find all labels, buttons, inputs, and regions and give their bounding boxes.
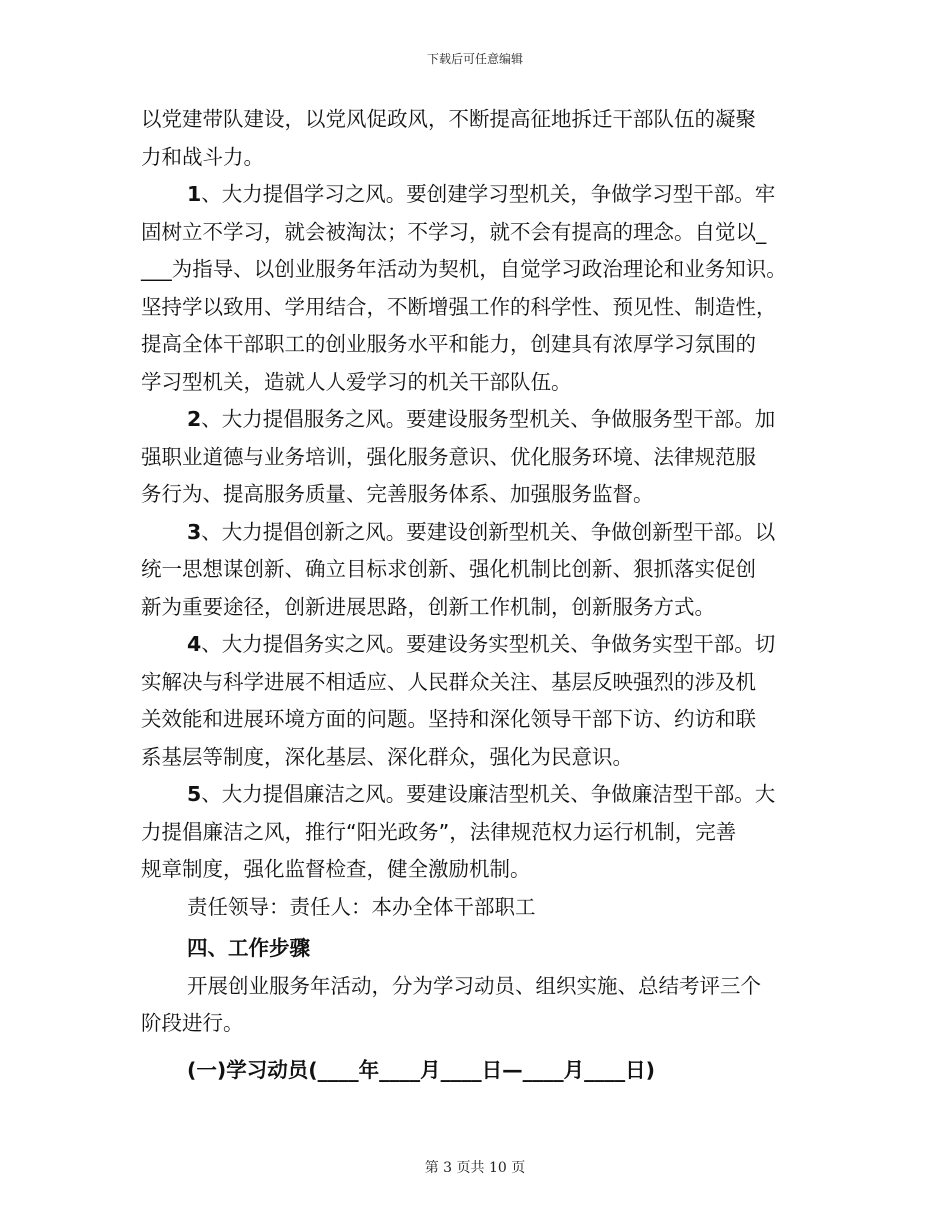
paragraph-item-5 xyxy=(141,776,821,889)
item-number: 2 xyxy=(187,407,202,431)
item-text: 、大力提倡务实之风。要建设务实型机关、争做务实型干部。切 实解决与科学进展不相适应、人民群众关注、基层反映强烈的涉及机 关效能和进展环境方面的问题。坚持和深化领导干部下访、约访和联 系基层等制度，深化基层、深化群众，强化为民意识。 xyxy=(141,632,776,769)
paragraph-intro: 以党建带队建设，以党风促政风，不断提高征地拆迁干部队伍的凝聚 力和战斗力。 xyxy=(141,107,756,169)
item-text: 、大力提倡学习之风。要创建学习型机关，争做学习型干部。牢 固树立不学习，就会被淘汰；不学习，就不会有提高的理念。自觉以_ ___为指导、以创业服务年活动为契机，自觉学习政治理论和业务知识。 坚持学以致用、学用结合，不断增强工作的科学性、预见性、制造性， 提高全体干部职工的创业服务水平和能力，创建具有浓厚学习氛围的 学习型机关，造就人人爱学习的机关干部队伍。 xyxy=(141,182,787,394)
paragraph-item-1 xyxy=(141,176,821,401)
item-number: 4 xyxy=(187,632,202,656)
item-text: 、大力提倡创新之风。要建设创新型机关、争做创新型干部。以 统一思想谋创新、确立目标求创新、强化机制比创新、狠抓落实促创 新为重要途径，创新进展思路，创新工作机制，创新服务方式。 xyxy=(141,519,776,619)
document-body xyxy=(141,101,821,1089)
paragraph-responsibility: 责任领导：责任人：本办全体干部职工 xyxy=(187,894,536,919)
paragraph-item-3 xyxy=(141,514,821,627)
item-number: 1 xyxy=(187,182,202,206)
paragraph-item-2 xyxy=(141,401,821,514)
page-header: 下载后可任意编辑 xyxy=(426,52,523,66)
item-number: 3 xyxy=(187,519,202,544)
item-number: 5 xyxy=(187,782,202,806)
paragraph-item-4 xyxy=(141,626,821,776)
subsection-heading: (一)学习动员(____年____月____日—____月____日) xyxy=(187,1057,655,1082)
item-text: 、大力提倡服务之风。要建设服务型机关、争做服务型干部。加 强职业道德与业务培训，强化服务意识、优化服务环境、法律规范服 务行为、提高服务质量、完善服务体系、加强服务监督。 xyxy=(141,407,776,506)
item-text: 、大力提倡廉洁之风。要建设廉洁型机关、争做廉洁型干部。大 力提倡廉洁之风，推行“阳光政务”，法律规范权力运行机制，完善 规章制度，强化监督检查，健全激励机制。 xyxy=(141,782,776,881)
page-footer: 第 3 页共 10 页 xyxy=(424,1160,526,1176)
section-heading: 四、工作步骤 xyxy=(187,936,310,960)
section-paragraph: 开展创业服务年活动，分为学习动员、组织实施、总结考评三个 阶段进行。 xyxy=(141,973,761,1035)
